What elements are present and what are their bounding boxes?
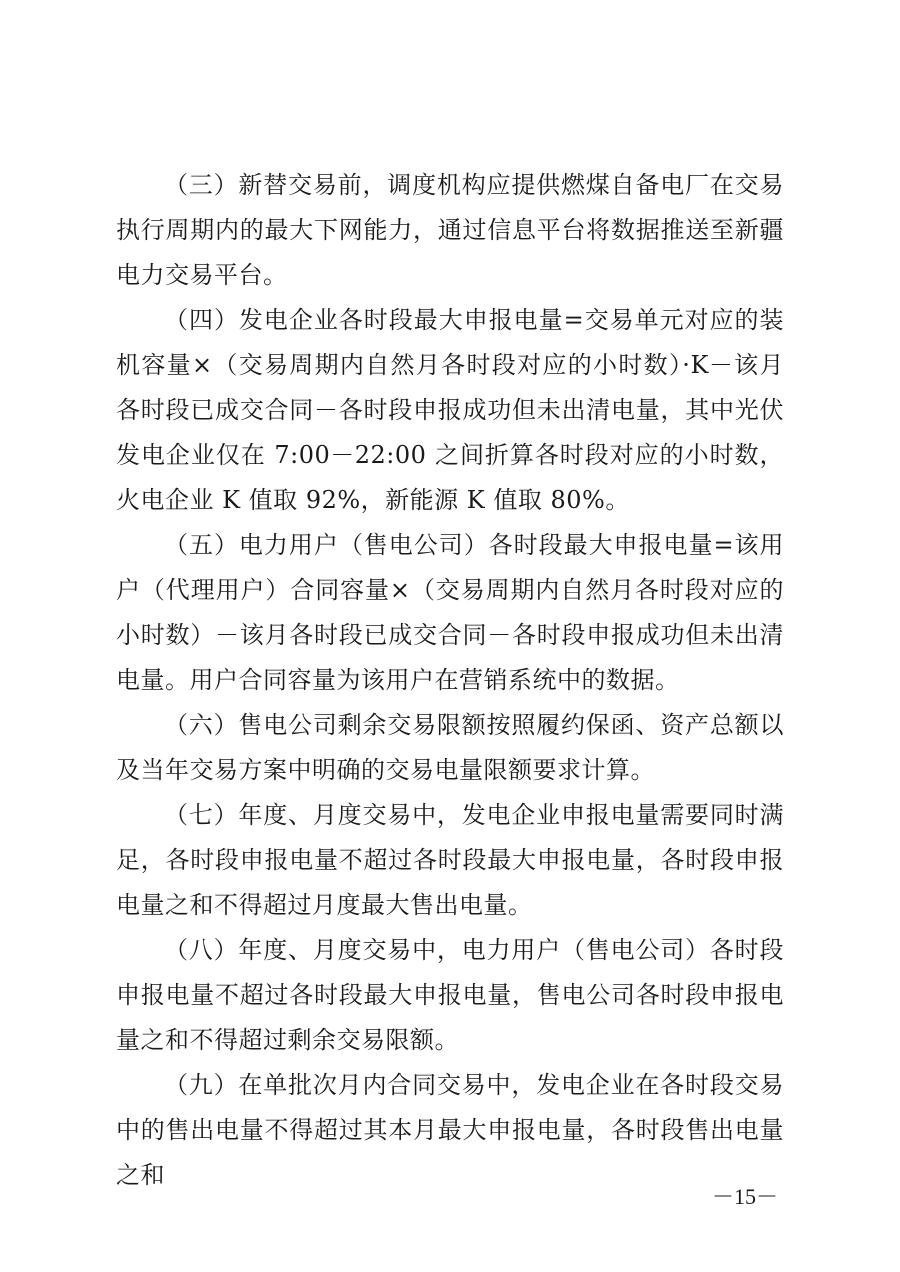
body-text xyxy=(116,163,784,1198)
paragraph-6: （六）售电公司剩余交易限额按照履约保函、资产总额以及当年交易方案中明确的交易电量限额要求计算。 xyxy=(116,711,784,784)
paragraph-7: （七）年度、月度交易中，发电企业申报电量需要同时满足，各时段申报电量不超过各时段最大申报电量，各时段申报电量之和不得超过月度最大售出电量。 xyxy=(116,801,784,919)
paragraph-3: （三）新替交易前，调度机构应提供燃煤自备电厂在交易执行周期内的最大下网能力，通过信息平台将数据推送至新疆电力交易平台。 xyxy=(116,171,784,289)
paragraph-9: （九）在单批次月内合同交易中，发电企业在各时段交易中的售出电量不得超过其本月最大申报电量，各时段售出电量之和 xyxy=(116,1071,784,1189)
paragraph-4: （四）发电企业各时段最大申报电量=交易单元对应的装机容量×（交易周期内自然月各时段对应的小时数）·K－该月各时段已成交合同－各时段申报成功但未出清电量，其中光伏发电企业仅在 7:00－22:00 之间折算各时段对应的小时数，火电企业 K 值取 92%，新能源 K 值取 80%。 xyxy=(116,306,784,514)
paragraph-8: （八）年度、月度交易中，电力用户（售电公司）各时段申报电量不超过各时段最大申报电量，售电公司各时段申报电量之和不得超过剩余交易限额。 xyxy=(116,936,784,1054)
page-number: －15－ xyxy=(711,1184,778,1209)
paragraph-5: （五）电力用户（售电公司）各时段最大申报电量=该用户（代理用户）合同容量×（交易周期内自然月各时段对应的小时数）－该月各时段已成交合同－各时段申报成功但未出清电量。用户合同容量为该用户在营销系统中的数据。 xyxy=(116,531,784,694)
